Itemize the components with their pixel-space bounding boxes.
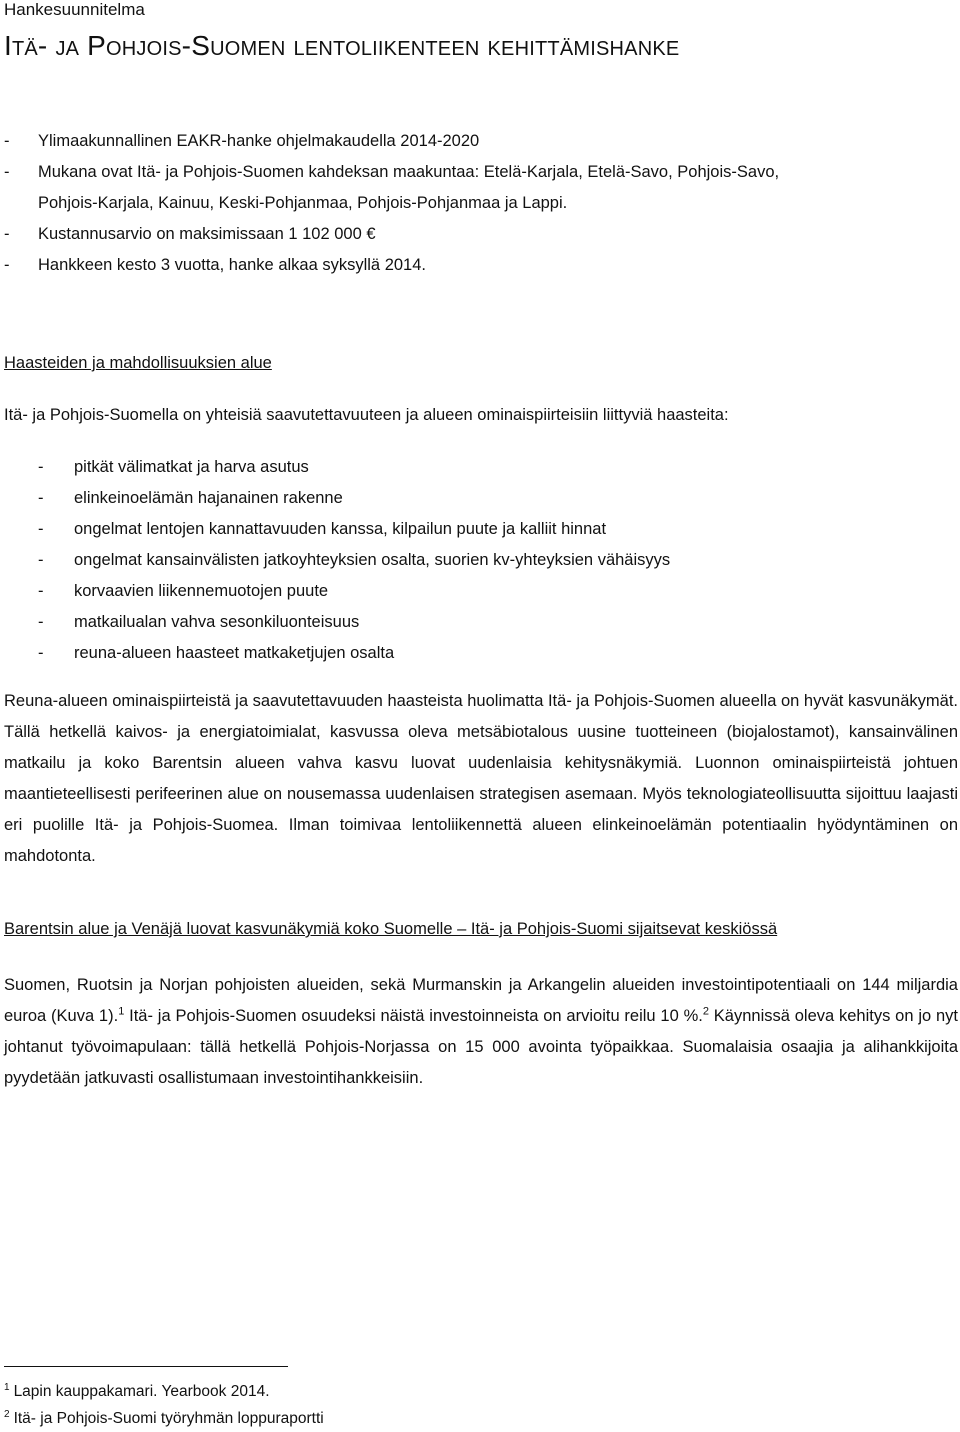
list-item-text: Kustannusarvio on maksimissaan 1 102 000 € xyxy=(38,225,376,243)
growth-outlook-paragraph: Reuna-alueen ominaispiirteistä ja saavutettavuuden haasteista huolimatta Itä- ja Pohjois-Suomen alueella on hyvät kasvunäkymät. Tällä hetkellä kaivos- ja energiatoimialat, kasvussa oleva metsäbiotalous uusine tuotteineen (biojalostamot), kansainvälinen matkailu ja koko Barentsin alueen vahva kasvu luovat uudenlaisia kehitysnäkymiä. Luonnon ominaispiirteistä johtuen maantieteellisesti perifeerinen alue on nousemassa uudenlaisen strategisen asemaan. Myös teknologiateollisuutta sijoittuu laajasti eri puolille Itä- ja Pohjois-Suomea. Ilman toimivaa lentoliikennettä alueen elinkeinoelämän potentiaalin hyödyntäminen on mahdotonta. xyxy=(4,692,958,865)
document-title: Itä- ja Pohjois-Suomen lentoliikenteen kehittämishanke xyxy=(4,30,680,61)
list-item-text: Pohjois-Karjala, Kainuu, Keski-Pohjanmaa, Pohjois-Pohjanmaa ja Lappi. xyxy=(38,194,568,212)
footnote-separator xyxy=(4,1366,288,1367)
section-heading-challenges: Haasteiden ja mahdollisuuksien alue xyxy=(4,354,272,372)
footnotes xyxy=(4,1378,324,1432)
section-heading-barents: Barentsin alue ja Venäjä luovat kasvunäkymiä koko Suomelle – Itä- ja Pohjois-Suomi sijaitsevat keskiössä xyxy=(4,920,778,938)
list-item: - pitkät välimatkat ja harva asutus xyxy=(38,458,309,476)
list-item: - Kustannusarvio on maksimissaan 1 102 000 € xyxy=(4,219,944,250)
project-facts-list xyxy=(4,126,944,281)
investment-paragraph: Suomen, Ruotsin ja Norjan pohjoisten alueiden, sekä Murmanskin ja Arkangelin alueiden investointipotentiaali on 144 miljardia euroa (Kuva 1).$^1$ Itä- ja Pohjois-Suomen osuudeksi näistä investoinneista on arvioitu reilu 10 %.$^2$ Käynnissä oleva kehitys on jo nyt johtanut työvoimapulaan: tällä hetkellä Pohjois-Norjassa on 15 000 avointa työpaikkaa. Suomalaisia osaajia ja alihankkijoita pyydetään jatkuvasti osallistumaan investointihankkeisiin. xyxy=(4,976,959,1087)
document-type-label: Hankesuunnitelma xyxy=(4,0,145,19)
list-item: - Mukana ovat Itä- ja Pohjois-Suomen kahdeksan maakuntaa: Etelä-Karjala, Etelä-Savo, Pohjois-Savo, xyxy=(4,157,944,188)
list-item-text: Ylimaakunnallinen EAKR-hanke ohjelmakaudella 2014-2020 xyxy=(38,132,480,150)
list-item: - ongelmat lentojen kannattavuuden kanssa, kilpailun puute ja kalliit hinnat xyxy=(38,520,607,538)
challenges-list xyxy=(4,452,944,669)
list-item-continuation xyxy=(4,188,944,219)
list-item-text: Hankkeen kesto 3 vuotta, hanke alkaa syksyllä 2014. xyxy=(38,256,426,274)
footnote-ref-1: 1 xyxy=(118,1005,125,1018)
list-item: - reuna-alueen haasteet matkaketjujen osalta xyxy=(38,644,395,662)
list-item: - korvaavien liikennemuotojen puute xyxy=(38,582,329,600)
footnote-ref-2: 2 xyxy=(702,1005,709,1018)
list-item-text: Mukana ovat Itä- ja Pohjois-Suomen kahdeksan maakuntaa: Etelä-Karjala, Etelä-Savo, Pohjois-Savo, xyxy=(38,163,780,181)
list-item: - Ylimaakunnallinen EAKR-hanke ohjelmakaudella 2014-2020 xyxy=(4,126,944,157)
list-item: - ongelmat kansainvälisten jatkoyhteyksien osalta, suorien kv-yhteyksien vähäisyys xyxy=(38,551,671,569)
list-item: - Hankkeen kesto 3 vuotta, hanke alkaa syksyllä 2014. xyxy=(4,250,944,281)
list-item: - matkailualan vahva sesonkiluonteisuus xyxy=(38,613,360,631)
footnote: $^2$ Itä- ja Pohjois-Suomi työryhmän loppuraportti xyxy=(4,1408,324,1427)
footnote: $^1$ Lapin kauppakamari. Yearbook 2014. xyxy=(4,1381,270,1400)
challenges-intro: Itä- ja Pohjois-Suomella on yhteisiä saavutettavuuteen ja alueen ominaispiirteisiin liittyviä haasteita: xyxy=(4,406,729,424)
list-item: - elinkeinoelämän hajanainen rakenne xyxy=(38,489,343,507)
